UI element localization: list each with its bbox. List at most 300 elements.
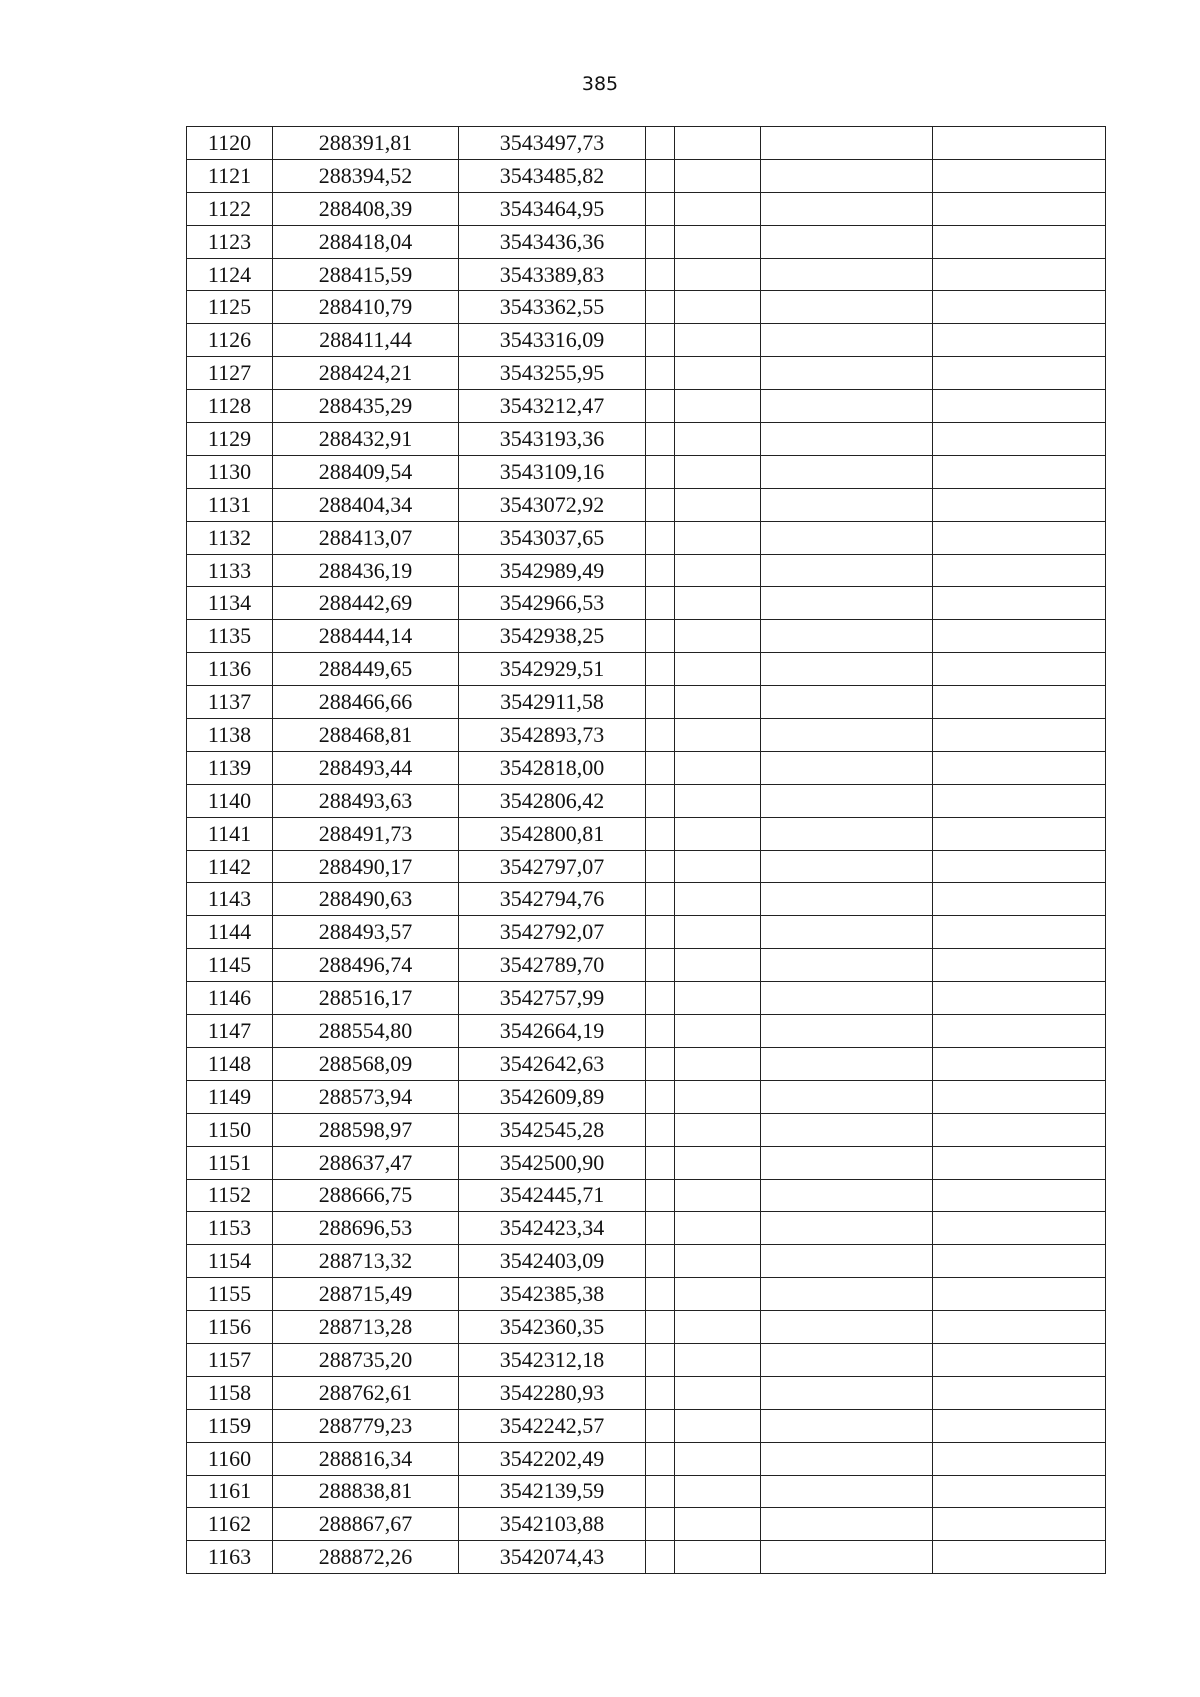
empty-cell bbox=[761, 159, 933, 192]
empty-cell bbox=[646, 159, 675, 192]
point-number-cell: 1125 bbox=[187, 291, 273, 324]
empty-cell bbox=[675, 1541, 761, 1574]
empty-cell bbox=[761, 719, 933, 752]
empty-cell bbox=[675, 1179, 761, 1212]
empty-cell bbox=[933, 455, 1106, 488]
x-coordinate-cell: 288713,28 bbox=[273, 1311, 459, 1344]
table-row bbox=[187, 653, 1106, 686]
y-coordinate-cell: 3542794,76 bbox=[459, 883, 646, 916]
table-row bbox=[187, 127, 1106, 160]
x-coordinate-cell: 288436,19 bbox=[273, 554, 459, 587]
point-number-cell: 1138 bbox=[187, 719, 273, 752]
table-row bbox=[187, 1212, 1106, 1245]
table-row bbox=[187, 1376, 1106, 1409]
x-coordinate-cell: 288496,74 bbox=[273, 949, 459, 982]
x-coordinate-cell: 288735,20 bbox=[273, 1343, 459, 1376]
x-coordinate-cell: 288442,69 bbox=[273, 587, 459, 620]
y-coordinate-cell: 3542280,93 bbox=[459, 1376, 646, 1409]
y-coordinate-cell: 3542312,18 bbox=[459, 1343, 646, 1376]
point-number-cell: 1163 bbox=[187, 1541, 273, 1574]
table-row bbox=[187, 1541, 1106, 1574]
empty-cell bbox=[933, 1245, 1106, 1278]
empty-cell bbox=[933, 1146, 1106, 1179]
empty-cell bbox=[646, 1245, 675, 1278]
y-coordinate-cell: 3543362,55 bbox=[459, 291, 646, 324]
point-number-cell: 1135 bbox=[187, 620, 273, 653]
empty-cell bbox=[675, 554, 761, 587]
empty-cell bbox=[646, 1343, 675, 1376]
point-number-cell: 1128 bbox=[187, 390, 273, 423]
x-coordinate-cell: 288816,34 bbox=[273, 1442, 459, 1475]
empty-cell bbox=[761, 455, 933, 488]
empty-cell bbox=[761, 817, 933, 850]
point-number-cell: 1129 bbox=[187, 423, 273, 456]
empty-cell bbox=[646, 1376, 675, 1409]
point-number-cell: 1161 bbox=[187, 1475, 273, 1508]
empty-cell bbox=[675, 784, 761, 817]
empty-cell bbox=[675, 225, 761, 258]
empty-cell bbox=[761, 390, 933, 423]
x-coordinate-cell: 288554,80 bbox=[273, 1015, 459, 1048]
y-coordinate-cell: 3543212,47 bbox=[459, 390, 646, 423]
empty-cell bbox=[646, 423, 675, 456]
empty-cell bbox=[675, 1080, 761, 1113]
empty-cell bbox=[761, 1245, 933, 1278]
empty-cell bbox=[761, 1376, 933, 1409]
empty-cell bbox=[646, 982, 675, 1015]
point-number-cell: 1144 bbox=[187, 916, 273, 949]
point-number-cell: 1141 bbox=[187, 817, 273, 850]
x-coordinate-cell: 288490,17 bbox=[273, 850, 459, 883]
empty-cell bbox=[675, 390, 761, 423]
table-row bbox=[187, 1475, 1106, 1508]
empty-cell bbox=[761, 686, 933, 719]
point-number-cell: 1136 bbox=[187, 653, 273, 686]
x-coordinate-cell: 288715,49 bbox=[273, 1278, 459, 1311]
y-coordinate-cell: 3543255,95 bbox=[459, 357, 646, 390]
empty-cell bbox=[933, 850, 1106, 883]
y-coordinate-cell: 3542966,53 bbox=[459, 587, 646, 620]
empty-cell bbox=[761, 225, 933, 258]
x-coordinate-cell: 288696,53 bbox=[273, 1212, 459, 1245]
empty-cell bbox=[646, 1146, 675, 1179]
empty-cell bbox=[933, 784, 1106, 817]
empty-cell bbox=[646, 192, 675, 225]
table-row bbox=[187, 258, 1106, 291]
table-row bbox=[187, 883, 1106, 916]
x-coordinate-cell: 288867,67 bbox=[273, 1508, 459, 1541]
empty-cell bbox=[933, 127, 1106, 160]
empty-cell bbox=[933, 686, 1106, 719]
empty-cell bbox=[646, 225, 675, 258]
y-coordinate-cell: 3542360,35 bbox=[459, 1311, 646, 1344]
point-number-cell: 1137 bbox=[187, 686, 273, 719]
y-coordinate-cell: 3542103,88 bbox=[459, 1508, 646, 1541]
x-coordinate-cell: 288713,32 bbox=[273, 1245, 459, 1278]
empty-cell bbox=[933, 817, 1106, 850]
table-row bbox=[187, 521, 1106, 554]
empty-cell bbox=[933, 488, 1106, 521]
point-number-cell: 1147 bbox=[187, 1015, 273, 1048]
table-row bbox=[187, 1113, 1106, 1146]
empty-cell bbox=[933, 1015, 1106, 1048]
empty-cell bbox=[646, 1179, 675, 1212]
table-row bbox=[187, 587, 1106, 620]
empty-cell bbox=[761, 357, 933, 390]
empty-cell bbox=[761, 1146, 933, 1179]
point-number-cell: 1127 bbox=[187, 357, 273, 390]
point-number-cell: 1150 bbox=[187, 1113, 273, 1146]
empty-cell bbox=[675, 324, 761, 357]
table-row bbox=[187, 488, 1106, 521]
empty-cell bbox=[933, 1475, 1106, 1508]
empty-cell bbox=[646, 1311, 675, 1344]
y-coordinate-cell: 3542403,09 bbox=[459, 1245, 646, 1278]
empty-cell bbox=[933, 1311, 1106, 1344]
empty-cell bbox=[933, 883, 1106, 916]
y-coordinate-cell: 3543109,16 bbox=[459, 455, 646, 488]
empty-cell bbox=[761, 653, 933, 686]
point-number-cell: 1145 bbox=[187, 949, 273, 982]
empty-cell bbox=[646, 916, 675, 949]
empty-cell bbox=[761, 1278, 933, 1311]
empty-cell bbox=[646, 1113, 675, 1146]
empty-cell bbox=[675, 1311, 761, 1344]
y-coordinate-cell: 3543072,92 bbox=[459, 488, 646, 521]
y-coordinate-cell: 3542800,81 bbox=[459, 817, 646, 850]
empty-cell bbox=[646, 751, 675, 784]
table-row bbox=[187, 1442, 1106, 1475]
x-coordinate-cell: 288444,14 bbox=[273, 620, 459, 653]
empty-cell bbox=[646, 949, 675, 982]
y-coordinate-cell: 3542911,58 bbox=[459, 686, 646, 719]
empty-cell bbox=[761, 587, 933, 620]
empty-cell bbox=[761, 1113, 933, 1146]
empty-cell bbox=[761, 521, 933, 554]
empty-cell bbox=[675, 423, 761, 456]
table-row bbox=[187, 949, 1106, 982]
empty-cell bbox=[646, 127, 675, 160]
table-row bbox=[187, 850, 1106, 883]
point-number-cell: 1153 bbox=[187, 1212, 273, 1245]
point-number-cell: 1132 bbox=[187, 521, 273, 554]
table-row bbox=[187, 554, 1106, 587]
point-number-cell: 1131 bbox=[187, 488, 273, 521]
empty-cell bbox=[675, 1343, 761, 1376]
empty-cell bbox=[675, 1245, 761, 1278]
point-number-cell: 1155 bbox=[187, 1278, 273, 1311]
empty-cell bbox=[933, 1179, 1106, 1212]
y-coordinate-cell: 3542609,89 bbox=[459, 1080, 646, 1113]
empty-cell bbox=[761, 291, 933, 324]
empty-cell bbox=[933, 225, 1106, 258]
empty-cell bbox=[646, 455, 675, 488]
empty-cell bbox=[761, 850, 933, 883]
empty-cell bbox=[646, 719, 675, 752]
empty-cell bbox=[646, 1080, 675, 1113]
empty-cell bbox=[761, 1343, 933, 1376]
x-coordinate-cell: 288432,91 bbox=[273, 423, 459, 456]
table-row bbox=[187, 719, 1106, 752]
point-number-cell: 1162 bbox=[187, 1508, 273, 1541]
empty-cell bbox=[933, 192, 1106, 225]
point-number-cell: 1142 bbox=[187, 850, 273, 883]
empty-cell bbox=[675, 1113, 761, 1146]
y-coordinate-cell: 3543037,65 bbox=[459, 521, 646, 554]
point-number-cell: 1130 bbox=[187, 455, 273, 488]
empty-cell bbox=[646, 521, 675, 554]
empty-cell bbox=[646, 883, 675, 916]
empty-cell bbox=[675, 751, 761, 784]
empty-cell bbox=[761, 1409, 933, 1442]
table-row bbox=[187, 1080, 1106, 1113]
empty-cell bbox=[933, 620, 1106, 653]
point-number-cell: 1122 bbox=[187, 192, 273, 225]
table-row bbox=[187, 1409, 1106, 1442]
empty-cell bbox=[761, 192, 933, 225]
empty-cell bbox=[933, 1442, 1106, 1475]
x-coordinate-cell: 288666,75 bbox=[273, 1179, 459, 1212]
y-coordinate-cell: 3542664,19 bbox=[459, 1015, 646, 1048]
empty-cell bbox=[761, 1080, 933, 1113]
empty-cell bbox=[761, 916, 933, 949]
x-coordinate-cell: 288410,79 bbox=[273, 291, 459, 324]
table-row bbox=[187, 455, 1106, 488]
x-coordinate-cell: 288411,44 bbox=[273, 324, 459, 357]
empty-cell bbox=[761, 554, 933, 587]
y-coordinate-cell: 3543497,73 bbox=[459, 127, 646, 160]
empty-cell bbox=[675, 1475, 761, 1508]
y-coordinate-cell: 3542989,49 bbox=[459, 554, 646, 587]
empty-cell bbox=[646, 620, 675, 653]
empty-cell bbox=[933, 357, 1106, 390]
table-row bbox=[187, 751, 1106, 784]
table-row bbox=[187, 1508, 1106, 1541]
x-coordinate-cell: 288598,97 bbox=[273, 1113, 459, 1146]
table-row bbox=[187, 686, 1106, 719]
empty-cell bbox=[933, 719, 1106, 752]
empty-cell bbox=[646, 1047, 675, 1080]
empty-cell bbox=[761, 1311, 933, 1344]
point-number-cell: 1159 bbox=[187, 1409, 273, 1442]
point-number-cell: 1156 bbox=[187, 1311, 273, 1344]
empty-cell bbox=[646, 1015, 675, 1048]
empty-cell bbox=[761, 751, 933, 784]
empty-cell bbox=[646, 291, 675, 324]
empty-cell bbox=[933, 258, 1106, 291]
empty-cell bbox=[933, 587, 1106, 620]
point-number-cell: 1139 bbox=[187, 751, 273, 784]
table-row bbox=[187, 1278, 1106, 1311]
empty-cell bbox=[646, 357, 675, 390]
table-row bbox=[187, 1015, 1106, 1048]
empty-cell bbox=[675, 719, 761, 752]
empty-cell bbox=[675, 620, 761, 653]
empty-cell bbox=[933, 1376, 1106, 1409]
empty-cell bbox=[675, 1442, 761, 1475]
empty-cell bbox=[761, 324, 933, 357]
x-coordinate-cell: 288413,07 bbox=[273, 521, 459, 554]
empty-cell bbox=[675, 686, 761, 719]
x-coordinate-cell: 288468,81 bbox=[273, 719, 459, 752]
point-number-cell: 1140 bbox=[187, 784, 273, 817]
point-number-cell: 1152 bbox=[187, 1179, 273, 1212]
y-coordinate-cell: 3543436,36 bbox=[459, 225, 646, 258]
empty-cell bbox=[646, 554, 675, 587]
y-coordinate-cell: 3542242,57 bbox=[459, 1409, 646, 1442]
empty-cell bbox=[675, 1508, 761, 1541]
empty-cell bbox=[761, 949, 933, 982]
table-row bbox=[187, 916, 1106, 949]
empty-cell bbox=[646, 686, 675, 719]
x-coordinate-cell: 288493,44 bbox=[273, 751, 459, 784]
empty-cell bbox=[646, 1278, 675, 1311]
y-coordinate-cell: 3543316,09 bbox=[459, 324, 646, 357]
table-row bbox=[187, 357, 1106, 390]
y-coordinate-cell: 3542423,34 bbox=[459, 1212, 646, 1245]
empty-cell bbox=[675, 916, 761, 949]
empty-cell bbox=[933, 916, 1106, 949]
empty-cell bbox=[646, 258, 675, 291]
point-number-cell: 1133 bbox=[187, 554, 273, 587]
x-coordinate-cell: 288637,47 bbox=[273, 1146, 459, 1179]
y-coordinate-cell: 3542818,00 bbox=[459, 751, 646, 784]
table-row bbox=[187, 423, 1106, 456]
empty-cell bbox=[933, 1409, 1106, 1442]
point-number-cell: 1124 bbox=[187, 258, 273, 291]
y-coordinate-cell: 3542789,70 bbox=[459, 949, 646, 982]
point-number-cell: 1154 bbox=[187, 1245, 273, 1278]
empty-cell bbox=[675, 653, 761, 686]
empty-cell bbox=[646, 324, 675, 357]
empty-cell bbox=[761, 982, 933, 1015]
empty-cell bbox=[646, 784, 675, 817]
empty-cell bbox=[933, 1343, 1106, 1376]
x-coordinate-cell: 288872,26 bbox=[273, 1541, 459, 1574]
x-coordinate-cell: 288435,29 bbox=[273, 390, 459, 423]
point-number-cell: 1143 bbox=[187, 883, 273, 916]
empty-cell bbox=[646, 1212, 675, 1245]
x-coordinate-cell: 288493,57 bbox=[273, 916, 459, 949]
y-coordinate-cell: 3542806,42 bbox=[459, 784, 646, 817]
empty-cell bbox=[933, 1278, 1106, 1311]
y-coordinate-cell: 3543464,95 bbox=[459, 192, 646, 225]
empty-cell bbox=[646, 1508, 675, 1541]
coordinates-table bbox=[186, 126, 1106, 1574]
page-number: 385 bbox=[581, 73, 619, 95]
x-coordinate-cell: 288568,09 bbox=[273, 1047, 459, 1080]
empty-cell bbox=[646, 653, 675, 686]
empty-cell bbox=[675, 258, 761, 291]
empty-cell bbox=[646, 587, 675, 620]
x-coordinate-cell: 288408,39 bbox=[273, 192, 459, 225]
empty-cell bbox=[761, 1179, 933, 1212]
x-coordinate-cell: 288424,21 bbox=[273, 357, 459, 390]
empty-cell bbox=[933, 291, 1106, 324]
empty-cell bbox=[933, 1508, 1106, 1541]
table-row bbox=[187, 192, 1106, 225]
empty-cell bbox=[675, 192, 761, 225]
table-row bbox=[187, 784, 1106, 817]
y-coordinate-cell: 3542893,73 bbox=[459, 719, 646, 752]
x-coordinate-cell: 288409,54 bbox=[273, 455, 459, 488]
table-row bbox=[187, 291, 1106, 324]
empty-cell bbox=[675, 1409, 761, 1442]
y-coordinate-cell: 3542929,51 bbox=[459, 653, 646, 686]
table-row bbox=[187, 390, 1106, 423]
y-coordinate-cell: 3542385,38 bbox=[459, 1278, 646, 1311]
empty-cell bbox=[933, 324, 1106, 357]
empty-cell bbox=[761, 620, 933, 653]
empty-cell bbox=[761, 1541, 933, 1574]
point-number-cell: 1158 bbox=[187, 1376, 273, 1409]
y-coordinate-cell: 3542139,59 bbox=[459, 1475, 646, 1508]
x-coordinate-cell: 288404,34 bbox=[273, 488, 459, 521]
point-number-cell: 1126 bbox=[187, 324, 273, 357]
point-number-cell: 1120 bbox=[187, 127, 273, 160]
empty-cell bbox=[761, 1212, 933, 1245]
empty-cell bbox=[646, 1541, 675, 1574]
point-number-cell: 1160 bbox=[187, 1442, 273, 1475]
empty-cell bbox=[933, 1047, 1106, 1080]
table-row bbox=[187, 159, 1106, 192]
x-coordinate-cell: 288490,63 bbox=[273, 883, 459, 916]
point-number-cell: 1123 bbox=[187, 225, 273, 258]
empty-cell bbox=[761, 1015, 933, 1048]
empty-cell bbox=[933, 423, 1106, 456]
empty-cell bbox=[675, 159, 761, 192]
empty-cell bbox=[646, 1475, 675, 1508]
table-body bbox=[187, 127, 1106, 1574]
point-number-cell: 1157 bbox=[187, 1343, 273, 1376]
empty-cell bbox=[675, 883, 761, 916]
empty-cell bbox=[933, 982, 1106, 1015]
empty-cell bbox=[761, 258, 933, 291]
x-coordinate-cell: 288491,73 bbox=[273, 817, 459, 850]
y-coordinate-cell: 3542757,99 bbox=[459, 982, 646, 1015]
empty-cell bbox=[646, 390, 675, 423]
empty-cell bbox=[675, 1212, 761, 1245]
x-coordinate-cell: 288418,04 bbox=[273, 225, 459, 258]
empty-cell bbox=[646, 488, 675, 521]
y-coordinate-cell: 3543389,83 bbox=[459, 258, 646, 291]
empty-cell bbox=[933, 949, 1106, 982]
y-coordinate-cell: 3543485,82 bbox=[459, 159, 646, 192]
empty-cell bbox=[933, 1113, 1106, 1146]
empty-cell bbox=[675, 127, 761, 160]
empty-cell bbox=[761, 1442, 933, 1475]
y-coordinate-cell: 3542642,63 bbox=[459, 1047, 646, 1080]
x-coordinate-cell: 288493,63 bbox=[273, 784, 459, 817]
empty-cell bbox=[675, 521, 761, 554]
table-row bbox=[187, 1245, 1106, 1278]
y-coordinate-cell: 3542938,25 bbox=[459, 620, 646, 653]
empty-cell bbox=[675, 1047, 761, 1080]
table-row bbox=[187, 620, 1106, 653]
y-coordinate-cell: 3542445,71 bbox=[459, 1179, 646, 1212]
empty-cell bbox=[761, 423, 933, 456]
empty-cell bbox=[761, 784, 933, 817]
point-number-cell: 1151 bbox=[187, 1146, 273, 1179]
y-coordinate-cell: 3542545,28 bbox=[459, 1113, 646, 1146]
point-number-cell: 1149 bbox=[187, 1080, 273, 1113]
x-coordinate-cell: 288415,59 bbox=[273, 258, 459, 291]
empty-cell bbox=[761, 488, 933, 521]
table-row bbox=[187, 817, 1106, 850]
y-coordinate-cell: 3543193,36 bbox=[459, 423, 646, 456]
empty-cell bbox=[933, 653, 1106, 686]
x-coordinate-cell: 288838,81 bbox=[273, 1475, 459, 1508]
